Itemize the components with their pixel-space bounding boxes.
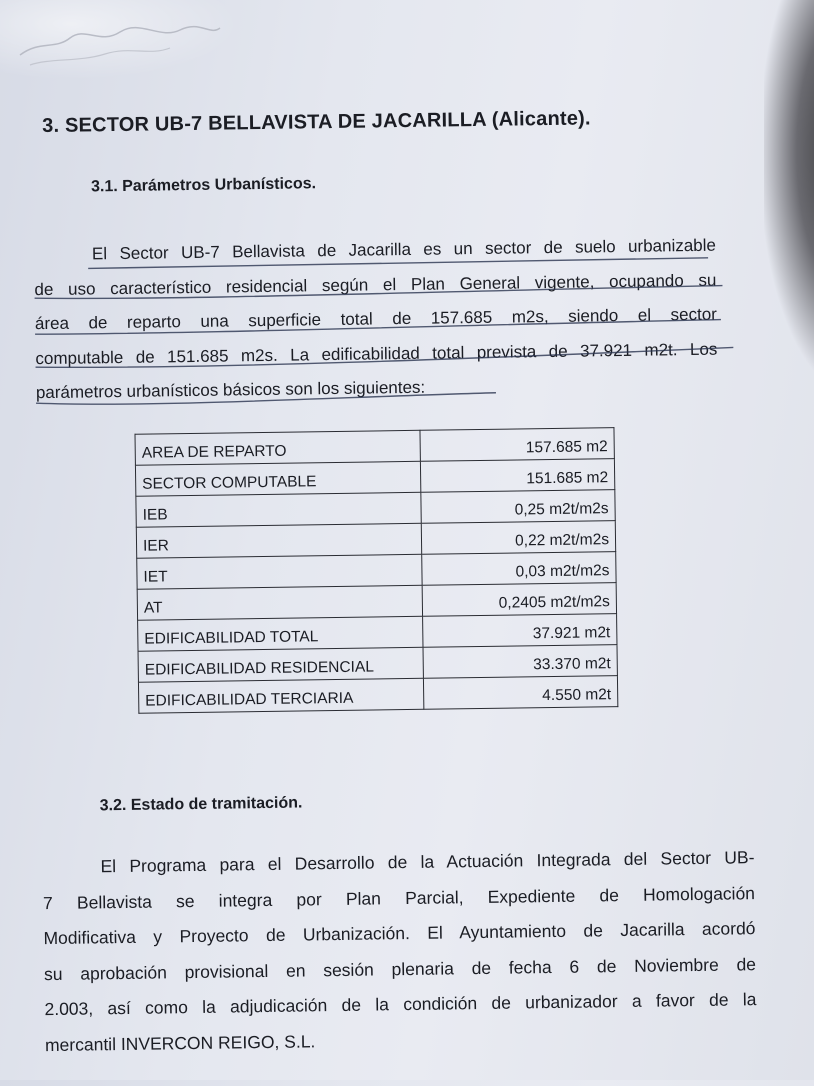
paragraph-line: Modificativa y Proyecto de Urbanización. El Ayuntamiento de Jacarilla acordó bbox=[43, 918, 756, 949]
subsection-title-tramitacion: 3.2. Estado de tramitación. bbox=[99, 794, 303, 815]
param-label: SECTOR COMPUTABLE bbox=[135, 461, 420, 496]
param-label: IEB bbox=[136, 492, 421, 527]
param-label: IET bbox=[137, 554, 422, 589]
paragraph-line: de uso característico residencial según el Plan General vigente, ocupando su bbox=[34, 270, 717, 299]
parameters-table bbox=[134, 427, 618, 714]
paragraph-line: computable de 151.685 m2s. La edificabilidad total prevista de 37.921 m2t. Los bbox=[35, 339, 718, 368]
paragraph-line: área de reparto una superficie total de 157.685 m2s, siendo el sector bbox=[34, 304, 718, 334]
table-row bbox=[138, 676, 617, 714]
param-label: EDIFICABILIDAD TOTAL bbox=[138, 616, 423, 651]
param-label: AREA DE REPARTO bbox=[135, 430, 420, 465]
param-value: 157.685 m2 bbox=[420, 428, 614, 462]
param-label: IER bbox=[136, 523, 421, 558]
param-label: EDIFICABILIDAD TERCIARIA bbox=[138, 678, 423, 713]
param-value: 33.370 m2t bbox=[423, 645, 617, 679]
param-value: 0,03 m2t/m2s bbox=[422, 552, 616, 586]
param-value: 151.685 m2 bbox=[420, 459, 614, 493]
param-label: EDIFICABILIDAD RESIDENCIAL bbox=[138, 647, 423, 682]
paragraph-parametros bbox=[34, 229, 718, 411]
param-value: 0,2405 m2t/m2s bbox=[422, 583, 616, 617]
paragraph-line: El Programa para el Desarrollo de la Actuación Integrada del Sector UB- bbox=[100, 847, 755, 877]
paragraph-line: 7 Bellavista se integra por Plan Parcial, Expediente de Homologación bbox=[42, 882, 756, 913]
param-value: 0,25 m2t/m2s bbox=[421, 490, 615, 524]
subsection-title-parametros: 3.1. Parámetros Urbanísticos. bbox=[90, 175, 317, 196]
param-value: 37.921 m2t bbox=[423, 614, 617, 648]
paragraph-tramitacion bbox=[42, 840, 757, 1063]
paragraph-line: su aprobación provisional en sesión plenaria de fecha 6 de Noviembre de bbox=[43, 953, 757, 984]
param-value: 0,22 m2t/m2s bbox=[421, 521, 615, 555]
paragraph-line: 2.003, así como la adjudicación de la condición de urbanizador a favor de la bbox=[44, 989, 757, 1020]
paragraph-line: parámetros urbanísticos básicos son los siguientes: bbox=[35, 377, 426, 403]
param-value: 4.550 m2t bbox=[423, 676, 617, 710]
param-label: AT bbox=[137, 585, 422, 620]
section-heading: 3. SECTOR UB-7 BELLAVISTA DE JACARILLA (Alicante). bbox=[42, 107, 591, 138]
paragraph-line: mercantil INVERCON REIGO, S.L. bbox=[44, 1030, 316, 1055]
paragraph-line: El Sector UB-7 Bellavista de Jacarilla es un sector de suelo urbanizable bbox=[91, 235, 717, 264]
